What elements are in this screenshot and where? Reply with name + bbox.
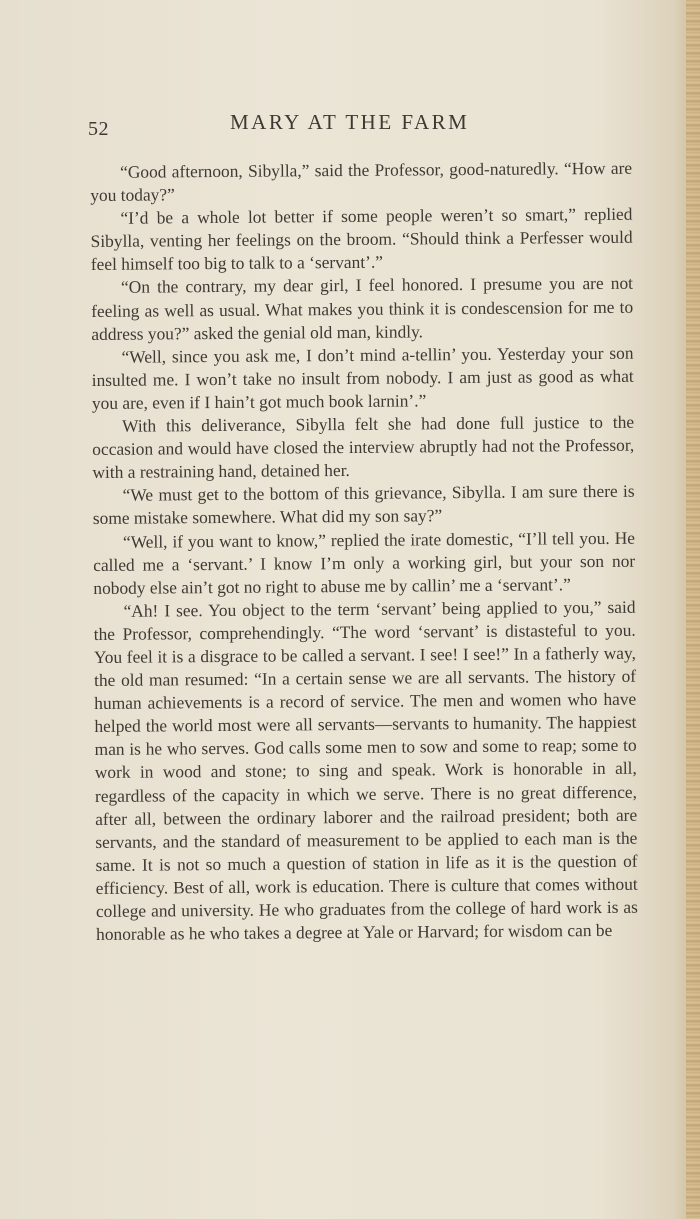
body-text [90,157,638,946]
paragraph: “I’d be a whole lot better if some people weren’t so smart,” replied Sibylla, venting her feelings on the broom. “Should think a Perfesser would feel himself too big to talk to a ‘servant’.” [90,203,633,275]
paragraph: “Well, since you ask me, I don’t mind a-tellin’ you. Yesterday your son insulted me. I won’t take no insult from nobody. I am just as good as what you are, even if I hain’t got much book larnin’.” [91,342,634,413]
page-edge [686,0,700,1219]
paragraph: “We must get to the bottom of this grievance, Sibylla. I am sure there is some mistake somewhere. What did my son say?” [92,481,635,529]
paragraph: “On the contrary, my dear girl, I feel honored. I presume you are not feeling as well as usual. What makes you think it is condescension for me to address you?” asked the genial old man, kindly. [91,273,634,344]
paragraph: “Good afternoon, Sibylla,” said the Professor, good-naturedly. “How are you today?” [90,157,633,206]
paragraph: “Ah! I see. You object to the term ‘servant’ being applied to you,” said the Professor, comprehendingly. “The word ‘servant’ is distasteful to you. You feel it is a disgrace to be called a servant. I see! I see!” In a fatherly way, the old man resumed: “In a certain sense we are all servants. The history of human achievements is a record of service. The men and women who have helped the world most were all servants—servants to humanity. The happiest man is he who serves. God calls some men to sow and some to reap; some to work in wood and stone; to sing and speak. Work is honorable in all, regardless of the capacity in which we serve. There is no great difference, after all, between the ordinary laborer and the railroad president; both are servants, and the standard of measurement to be applied to each man is the same. It is not so much a question of station in life as it is the question of efficiency. Best of all, work is education. There is culture that comes without college and university. He who graduates from the college of hard work is as honorable as he who takes a degree at Yale or Harvard; for wisdom can be [93,596,638,945]
running-title: MARY AT THE FARM [230,110,470,134]
paragraph: With this deliverance, Sibylla felt she had done full justice to the occasion and would have closed the interview abruptly had not the Professor, with a restraining hand, detained her. [92,411,635,483]
paragraph: “Well, if you want to know,” replied the irate domestic, “I’ll tell you. He called me a ‘servant.’ I know I’m only a working girl, but your son nor nobody else ain’t got no right to abuse me by callin’ me a ‘servant’.” [93,527,636,598]
page-number: 52 [88,118,109,140]
page-header [88,110,648,144]
